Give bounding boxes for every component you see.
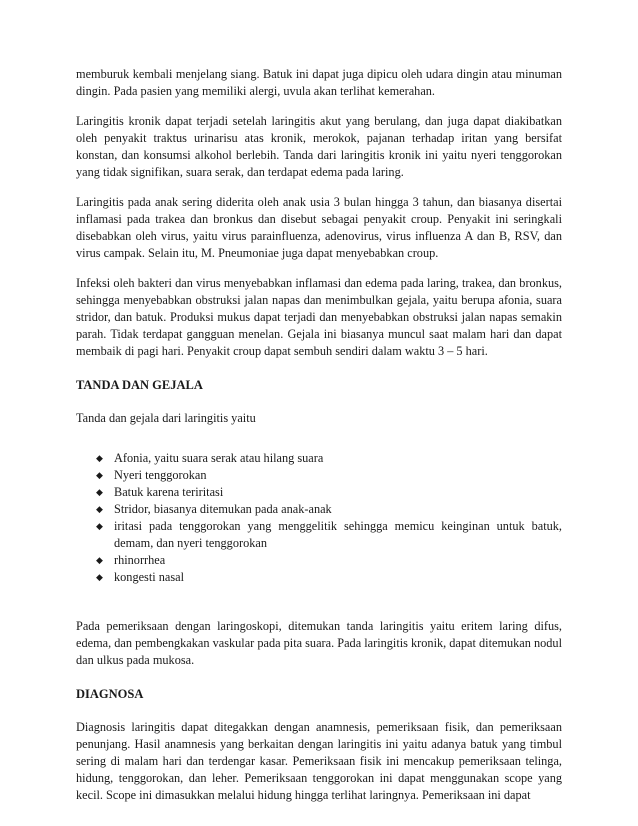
list-item-text: kongesti nasal [114,570,185,584]
list-item-text: Nyeri tenggorokan [114,468,207,482]
diamond-bullet-icon: ◆ [96,470,103,480]
list-item-text: Afonia, yaitu suara serak atau hilang suara [114,451,324,465]
diamond-bullet-icon: ◆ [96,521,103,531]
paragraph-infection-croup: Infeksi oleh bakteri dan virus menyebabkan inflamasi dan edema pada laring, trakea, dan bronkus, sehingga menyebabkan obstruksi jalan napas dan menimbulkan gejala, yaitu berupa afonia, suara stridor, dan batuk. Produksi mukus dapat terjadi dan menyebabkan obstruksi jalan napas semakin parah. Tidak terdapat gangguan menelan. Gejala ini biasanya muncul saat malam hari dan dapat membaik di pagi hari. Penyakit croup dapat sembuh sendiri dalam waktu 3 – 5 hari. [76,276,562,358]
list-item-text: rhinorrhea [114,553,166,567]
diamond-bullet-icon: ◆ [96,487,103,497]
diamond-bullet-icon: ◆ [96,453,103,463]
diamond-bullet-icon: ◆ [96,504,103,514]
paragraph-laryngitis-children: Laringitis pada anak sering diderita oleh anak usia 3 bulan hingga 3 tahun, dan biasanya disertai inflamasi pada trakea dan bronkus dan disebut sebagai penyakit croup. Penyakit ini seringkali disebabkan oleh virus, yaitu virus parainfluenza, adenovirus, virus influenza A dan B, RSV, dan virus campak. Selain itu, M. Pneumoniae juga dapat menyebabkan croup. [76,195,562,260]
diamond-bullet-icon: ◆ [96,572,103,582]
list-item [96,484,562,501]
list-item-text: Batuk karena teriritasi [114,485,224,499]
document-page [76,66,562,817]
list-item [96,450,562,467]
list-item-text: iritasi pada tenggorokan yang menggelitik sehingga memicu keinginan untuk batuk, demam, dan nyeri tenggorokan [114,519,562,550]
list-item [96,467,562,484]
paragraph-chronic-laryngitis: Laringitis kronik dapat terjadi setelah laringitis akut yang berulang, dan juga dapat diakibatkan oleh penyakit traktus urinarisu atas kronik, merokok, pajanan terhadap iritan yang bersifat konstan, dan konsumsi alkohol berlebih. Tanda dari laringitis kronik ini yaitu nyeri tenggorokan yang tidak signifikan, suara serak, dan terdapat edema pada laring. [76,114,562,179]
list-item [96,569,562,586]
paragraph-laryngoscopy: Pada pemeriksaan dengan laringoskopi, ditemukan tanda laringitis yaitu eritem laring difus, edema, dan pembengkakan vaskular pada pita suara. Pada laringitis kronik, dapat ditemukan nodul dan ulkus pada mukosa. [76,619,562,667]
heading-signs-symptoms: TANDA DAN GEJALA [76,378,203,392]
list-item-text: Stridor, biasanya ditemukan pada anak-anak [114,502,332,516]
diamond-bullet-icon: ◆ [96,555,103,565]
list-item [96,501,562,518]
symptoms-list [76,450,562,586]
signs-intro: Tanda dan gejala dari laringitis yaitu [76,411,256,425]
paragraph-diagnosis: Diagnosis laringitis dapat ditegakkan dengan anamnesis, pemeriksaan fisik, dan pemeriksaan penunjang. Hasil anamnesis yang berkaitan dengan laringitis ini yaitu adanya batuk yang timbul sering di malam hari dan terdengar kasar. Pemeriksaan fisik ini mencakup pemeriksaan telinga, hidung, tenggorokan, dan leher. Pemeriksaan tenggorokan ini dapat menggunakan scope yang kecil. Scope ini dimasukkan melalui hidung hingga terlihat laringnya. Pemeriksaan ini dapat [76,720,562,802]
heading-diagnosis: DIAGNOSA [76,687,144,701]
list-item [96,518,562,552]
paragraph-cough-continuation: memburuk kembali menjelang siang. Batuk ini dapat juga dipicu oleh udara dingin atau minuman dingin. Pada pasien yang memiliki alergi, uvula akan terlihat kemerahan. [76,67,562,98]
list-item [96,552,562,569]
